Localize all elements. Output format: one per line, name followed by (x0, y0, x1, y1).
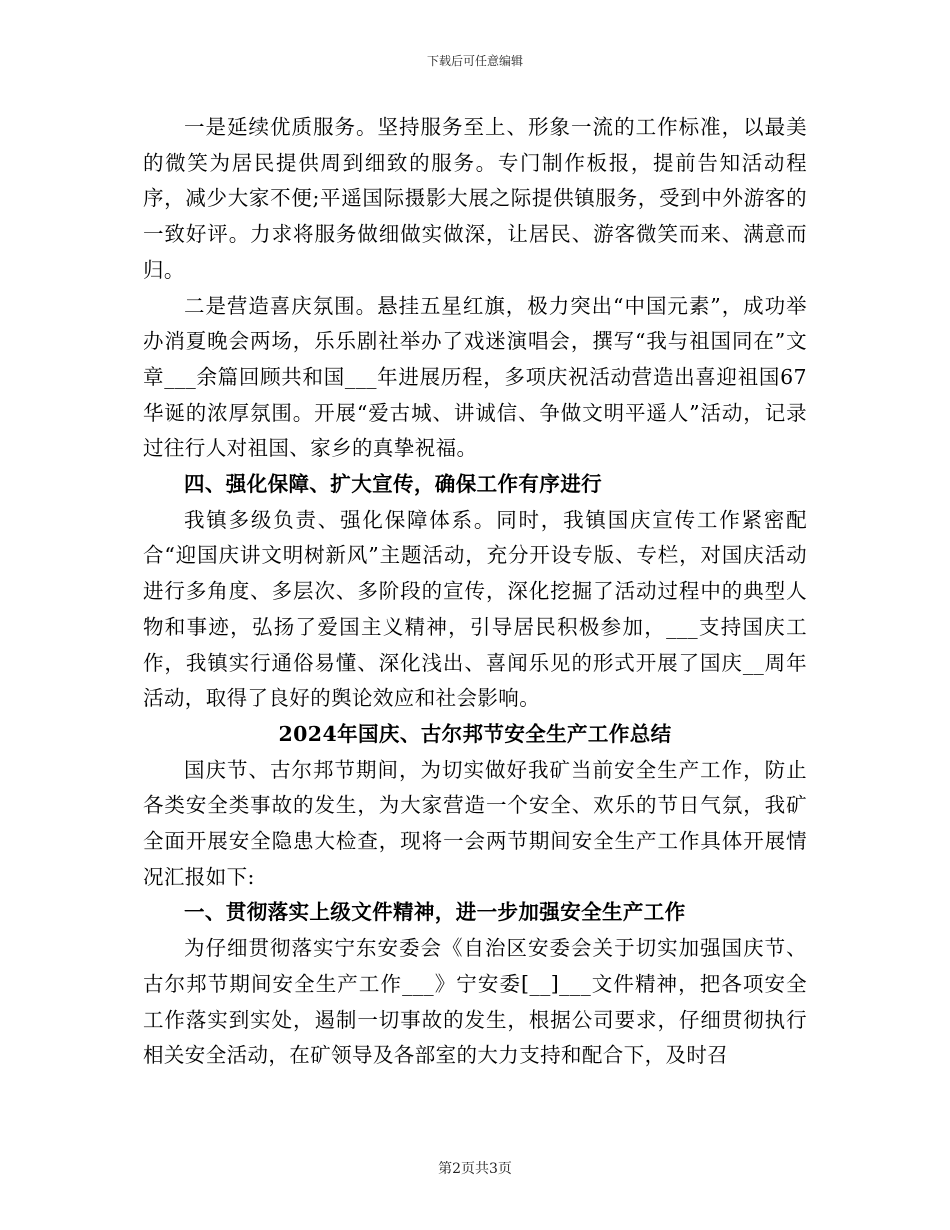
section-heading-one: 一、贯彻落实上级文件精神，进一步加强安全生产工作 (184, 900, 686, 925)
section-heading-four: 四、强化保障、扩大宣传，确保工作有序进行 (184, 472, 602, 497)
paragraph-service: 一是延续优质服务。坚持服务至上、形象一流的工作标准，以最美的微笑为居民提供周到细致的服务。专门制作板报，提前告知活动程序，减少大家不便;平遥国际摄影大展之际提供镇服务，受到中外游客的一致好评。力求将服务做细做实做深，让居民、游客微笑而来、满意而归。 (143, 115, 807, 282)
paragraph-atmosphere: 二是营造喜庆氛围。悬挂五星红旗，极力突出“中国元素”，成功举办消夏晚会两场，乐乐剧社举办了戏迷演唱会，撰写“我与祖国同在”文章___余篇回顾共和国___年进展历程，多项庆祝活动营造出喜迎祖国67华诞的浓厚氛围。开展“爱古城、讲诚信、争做文明平遥人”活动，记录过往行人对祖国、家乡的真挚祝福。 (143, 293, 807, 461)
document-body (143, 110, 807, 1074)
paragraph-publicity: 我镇多级负责、强化保障体系。同时，我镇国庆宣传工作紧密配合“迎国庆讲文明树新风”主题活动，充分开设专版、专栏，对国庆活动进行多角度、多层次、多阶段的宣传，深化挖掘了活动过程中的典型人物和事迹，弘扬了爱国主义精神，引导居民积极参加，___支持国庆工作，我镇实行通俗易懂、深化浅出、喜闻乐见的形式开展了国庆__周年活动，取得了良好的舆论效应和社会影响。 (143, 507, 807, 711)
document-title: 2024年国庆、古尔邦节安全生产工作总结 (278, 721, 672, 746)
page-header: 下载后可任意编辑 (426, 54, 523, 68)
page-number: 第2页共3页 (438, 1161, 512, 1177)
paragraph-implementation: 为仔细贯彻落实宁东安委会《自治区安委会关于切实加强国庆节、古尔邦节期间安全生产工作___》宁安委[__]___文件精神，把各项安全工作落实到实处，遏制一切事故的发生，根据公司要求，仔细贯彻执行相关安全活动，在矿领导及各部室的大力支持和配合下，及时召 (143, 936, 807, 1068)
paragraph-intro: 国庆节、古尔邦节期间，为切实做好我矿当前安全生产工作，防止各类安全类事故的发生，为大家营造一个安全、欢乐的节日气氛，我矿全面开展安全隐患大检查，现将一会两节期间安全生产工作具体开展情况汇报如下: (143, 757, 807, 889)
